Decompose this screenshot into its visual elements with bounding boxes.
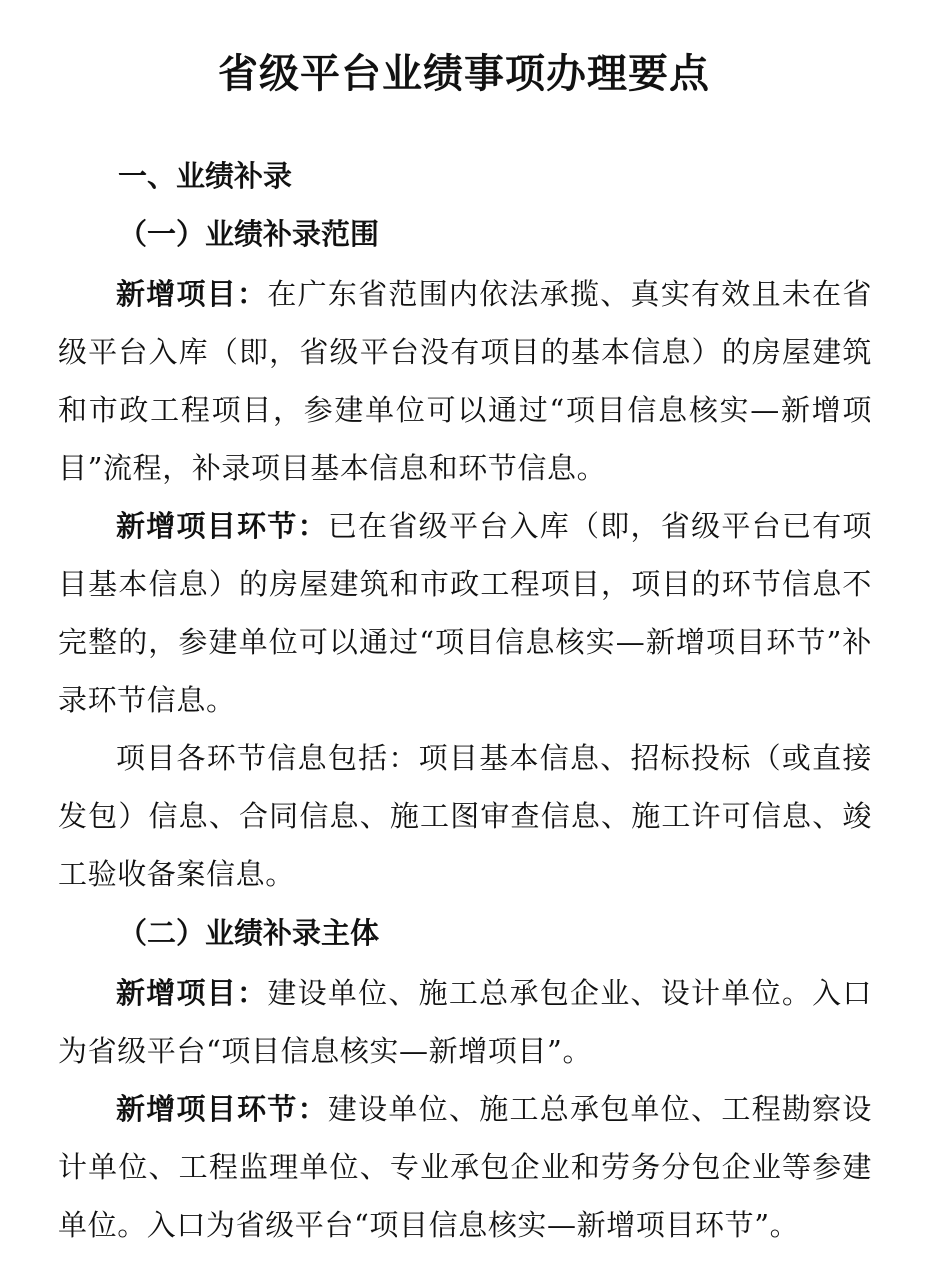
paragraph-body: 项目各环节信息包括：项目基本信息、招标投标（或直接发包）信息、合同信息、施工图审查信息、施工许可信息、竣工验收备案信息。 xyxy=(58,741,872,891)
paragraph-body: 建设单位、施工总承包单位、工程勘察设计单位、工程监理单位、专业承包企业和劳务分包企业等参建单位。入口为省级平台“项目信息核实—新增项目环节”。 xyxy=(58,1092,872,1242)
paragraph-stage-info xyxy=(58,729,872,903)
paragraph-lead: 新增项目环节： xyxy=(116,509,328,543)
section-heading-1: 一、业绩补录 xyxy=(118,159,293,193)
paragraph-lead: 新增项目环节： xyxy=(116,1092,328,1126)
paragraph-body: 在广东省范围内依法承揽、真实有效且未在省级平台入库（即，省级平台没有项目的基本信息）的房屋建筑和市政工程项目，参建单位可以通过“项目信息核实—新增项目”流程，补录项目基本信息和环节信息。 xyxy=(58,277,872,485)
paragraph-new-project-scope xyxy=(58,265,872,497)
paragraph-new-stage-scope xyxy=(58,497,872,729)
subsection-heading-scope: （一）业绩补录范围 xyxy=(118,217,380,251)
paragraph-new-project-subject xyxy=(58,964,872,1080)
subsection-heading-subject: （二）业绩补录主体 xyxy=(118,916,380,950)
paragraph-lead: 新增项目： xyxy=(116,976,268,1010)
paragraph-lead: 新增项目： xyxy=(116,277,268,311)
paragraph-body: 建设单位、施工总承包企业、设计单位。入口为省级平台“项目信息核实—新增项目”。 xyxy=(58,976,872,1068)
paragraph-new-stage-subject xyxy=(58,1080,872,1254)
paragraph-body: 已在省级平台入库（即，省级平台已有项目基本信息）的房屋建筑和市政工程项目，项目的环节信息不完整的，参建单位可以通过“项目信息核实—新增项目环节”补录环节信息。 xyxy=(58,509,872,717)
document-title: 省级平台业绩事项办理要点 xyxy=(218,51,710,97)
